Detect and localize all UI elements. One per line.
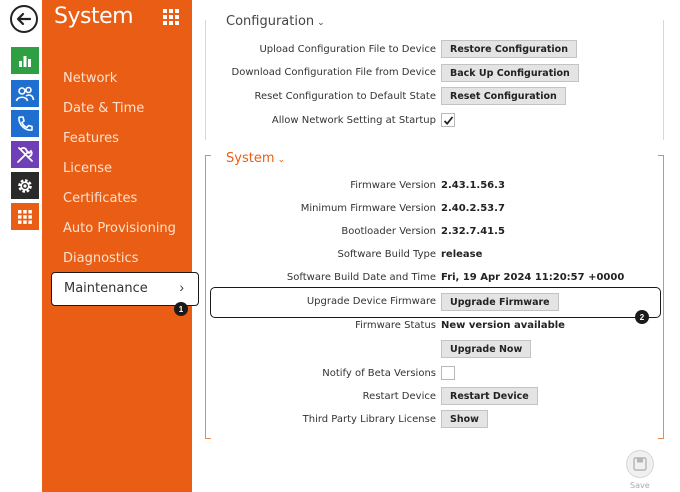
- upload-config-label: Upload Configuration File to Device: [259, 44, 436, 55]
- restart-device-button[interactable]: Restart Device: [441, 387, 538, 405]
- bootloader-version-value: 2.32.7.41.5: [441, 226, 505, 237]
- section-title-text: System: [226, 151, 275, 166]
- bracket-corner: [205, 438, 211, 439]
- download-config-label: Download Configuration File from Device: [231, 67, 436, 78]
- min-firmware-version-value: 2.40.2.53.7: [441, 203, 505, 214]
- software-build-type-value: release: [441, 249, 483, 260]
- system-grid-icon: [18, 210, 32, 224]
- upgrade-now-button[interactable]: Upgrade Now: [441, 340, 531, 358]
- restore-configuration-button[interactable]: Restore Configuration: [441, 40, 577, 58]
- icon-rail: [0, 0, 42, 492]
- sidebar-item-certificates[interactable]: Certificates: [63, 191, 138, 206]
- phone-nav-button[interactable]: [11, 110, 39, 137]
- upgrade-device-firmware-label: Upgrade Device Firmware: [306, 296, 436, 307]
- services-nav-button[interactable]: [11, 141, 39, 168]
- bracket-corner: [658, 155, 664, 156]
- upgrade-firmware-button[interactable]: Upgrade Firmware: [441, 293, 559, 311]
- software-build-date-value: Fri, 19 Apr 2024 11:20:57 +0000: [441, 272, 625, 283]
- sidebar-item-features[interactable]: Features: [63, 131, 119, 146]
- firmware-version-value: 2.43.1.56.3: [441, 180, 505, 191]
- callout-badge-1: 1: [174, 302, 188, 316]
- show-license-button[interactable]: Show: [441, 410, 488, 428]
- reset-configuration-button[interactable]: Reset Configuration: [441, 87, 566, 105]
- third-party-license-label: Third Party Library License: [302, 414, 436, 425]
- chevron-down-icon: ⌄: [317, 18, 325, 28]
- system-nav-button[interactable]: [11, 203, 39, 230]
- min-firmware-version-label: Minimum Firmware Version: [300, 203, 436, 214]
- checkmark-icon: [443, 115, 454, 126]
- hardware-nav-button[interactable]: [11, 172, 39, 199]
- sidebar-item-date-time[interactable]: Date & Time: [63, 101, 145, 116]
- sidebar-item-diagnostics[interactable]: Diagnostics: [63, 251, 139, 266]
- callout-badge-2: 2: [635, 310, 649, 324]
- software-build-date-label: Software Build Date and Time: [286, 272, 436, 283]
- sidebar-item-network[interactable]: Network: [63, 71, 118, 86]
- sidebar-item-label: Maintenance: [64, 281, 148, 296]
- notify-beta-label: Notify of Beta Versions: [322, 368, 436, 379]
- chevron-down-icon: ⌄: [277, 155, 286, 165]
- firmware-version-label: Firmware Version: [350, 180, 436, 191]
- notify-beta-checkbox[interactable]: [441, 366, 455, 380]
- phone-icon: [16, 115, 34, 133]
- firmware-status-label: Firmware Status: [355, 320, 436, 331]
- bootloader-version-label: Bootloader Version: [341, 226, 436, 237]
- status-nav-button[interactable]: [11, 47, 39, 74]
- save-label: Save: [630, 481, 650, 490]
- back-button[interactable]: [10, 5, 38, 33]
- save-button[interactable]: [626, 450, 654, 478]
- configuration-section-title[interactable]: [226, 14, 329, 29]
- directory-icon: [15, 85, 35, 103]
- save-disk-icon: [633, 457, 647, 471]
- bracket-corner: [205, 155, 211, 156]
- sidebar-title: System: [54, 4, 134, 29]
- restart-device-label: Restart Device: [362, 391, 436, 402]
- bracket-corner: [658, 438, 664, 439]
- chevron-right-icon: ›: [179, 279, 184, 295]
- directory-nav-button[interactable]: [11, 80, 39, 107]
- sidebar-item-auto-provisioning[interactable]: Auto Provisioning: [63, 221, 176, 236]
- services-icon: [15, 145, 35, 165]
- allow-network-setting-checkbox[interactable]: [441, 113, 455, 127]
- sidebar-item-license[interactable]: License: [63, 161, 113, 176]
- system-sidebar: [42, 0, 192, 492]
- status-chart-icon: [17, 53, 33, 69]
- allow-network-setting-label: Allow Network Setting at Startup: [271, 115, 436, 126]
- firmware-status-value: New version available: [441, 320, 565, 331]
- back-up-configuration-button[interactable]: Back Up Configuration: [441, 64, 579, 82]
- software-build-type-label: Software Build Type: [337, 249, 436, 260]
- back-arrow-icon: [16, 11, 32, 27]
- reset-config-label: Reset Configuration to Default State: [254, 91, 436, 102]
- grid-menu-icon[interactable]: [163, 9, 179, 25]
- system-section-title[interactable]: [226, 151, 289, 166]
- sidebar-item-maintenance[interactable]: [51, 272, 199, 306]
- section-title-text: Configuration: [226, 14, 315, 29]
- hardware-gear-icon: [15, 176, 35, 196]
